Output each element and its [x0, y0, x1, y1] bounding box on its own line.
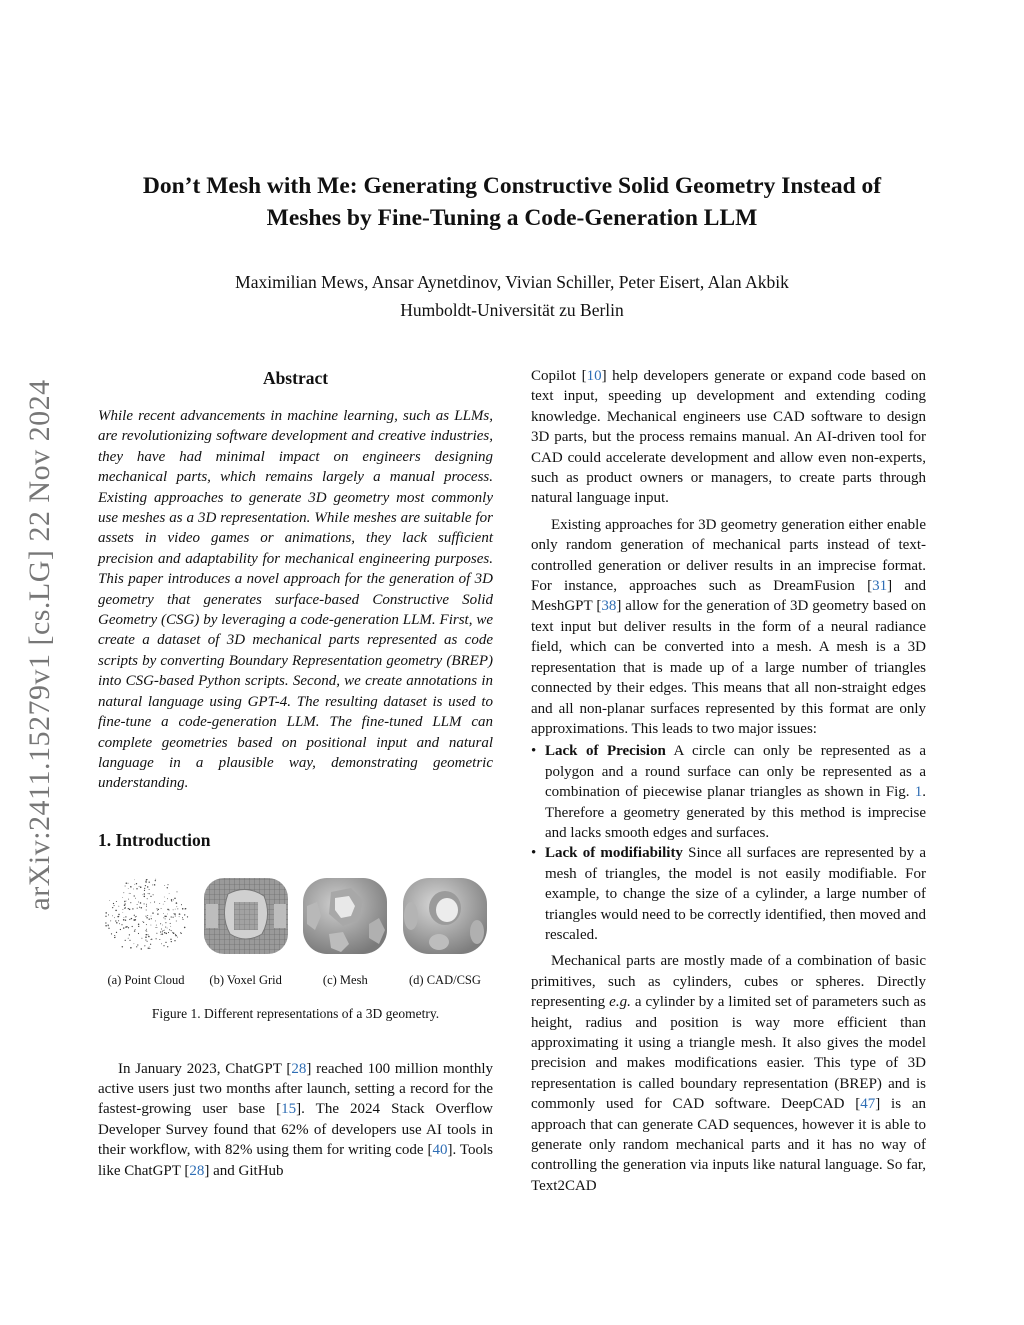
point-cloud-dot	[147, 934, 148, 935]
point-cloud-dot	[144, 895, 146, 897]
point-cloud-dot	[116, 901, 117, 902]
point-cloud-dot	[154, 884, 155, 885]
point-cloud-dot	[134, 884, 135, 885]
point-cloud-dot	[149, 946, 150, 947]
point-cloud-dot	[128, 888, 129, 889]
point-cloud-dot	[130, 902, 131, 903]
point-cloud-dot	[177, 908, 178, 909]
point-cloud-dot	[144, 888, 145, 889]
text-run: ] reached 100 million monthly active users just two months after launch, setting a record for the fastest-growing user base [	[98, 1060, 493, 1118]
point-cloud-dot	[176, 920, 177, 921]
point-cloud-dot	[128, 898, 129, 899]
point-cloud-dot	[110, 920, 111, 921]
cad-csg-image	[399, 874, 491, 958]
point-cloud-dot	[163, 903, 164, 904]
point-cloud-dot	[165, 922, 166, 923]
point-cloud-dot	[105, 922, 106, 923]
point-cloud-dot	[129, 919, 130, 920]
point-cloud-dot	[160, 923, 161, 924]
point-cloud-dot	[124, 917, 125, 918]
point-cloud-dot	[157, 913, 158, 914]
citation-link[interactable]: 47	[860, 1096, 876, 1113]
point-cloud-dot	[161, 943, 162, 944]
point-cloud-dot	[134, 879, 135, 880]
point-cloud-dot	[115, 909, 117, 911]
point-cloud-dot	[169, 893, 170, 894]
point-cloud-dot	[145, 880, 146, 881]
point-cloud-dot	[167, 908, 169, 910]
point-cloud-dot	[125, 926, 126, 927]
point-cloud-dot	[146, 931, 147, 932]
left-column	[98, 366, 493, 1181]
point-cloud-dot	[149, 889, 150, 890]
figure-link[interactable]: 1	[914, 784, 923, 801]
point-cloud-dot	[161, 908, 162, 909]
text-run: Since all surfaces are represented by a mesh of triangles, the model is not easily modifiable. For example, to change the size of a cylinder, a large number of triangles would need to be correctly identified, then moved and rescaled.	[545, 845, 926, 943]
point-cloud-dot	[108, 927, 109, 928]
point-cloud-dot	[123, 892, 124, 893]
point-cloud-dot	[122, 909, 123, 910]
point-cloud-dot	[144, 903, 145, 904]
point-cloud-dot	[114, 935, 115, 936]
point-cloud-dot	[142, 894, 143, 895]
point-cloud-dot	[133, 888, 134, 889]
point-cloud-dot	[149, 918, 150, 919]
right-paragraph-3	[531, 951, 926, 1196]
point-cloud-dot	[174, 913, 176, 915]
point-cloud-dot	[177, 936, 178, 937]
arxiv-identifier: arXiv:2411.15279v1 [cs.LG] 22 Nov 2024	[23, 379, 56, 911]
point-cloud-dot	[132, 908, 133, 909]
point-cloud-dot	[164, 932, 165, 933]
point-cloud-dot	[176, 891, 177, 892]
point-cloud-dot	[144, 890, 145, 891]
point-cloud-dot	[167, 913, 168, 914]
point-cloud-dot	[156, 932, 157, 933]
point-cloud-dot	[152, 912, 153, 913]
point-cloud-dot	[131, 918, 132, 919]
point-cloud-dot	[162, 924, 163, 925]
point-cloud-dot	[132, 926, 133, 927]
introduction-heading: 1. Introduction	[98, 829, 211, 850]
point-cloud-dot	[173, 899, 174, 900]
point-cloud-dot	[171, 941, 172, 942]
point-cloud-dot	[128, 937, 129, 938]
point-cloud-dot	[121, 924, 122, 925]
point-cloud-dot	[184, 926, 186, 928]
point-cloud-dot	[159, 903, 160, 904]
point-cloud-dot	[154, 901, 155, 902]
point-cloud-dot	[125, 885, 126, 886]
point-cloud-dot	[124, 901, 125, 902]
figure-panel-point-cloud	[98, 874, 194, 990]
point-cloud-dot	[128, 927, 129, 928]
point-cloud-dot	[139, 906, 140, 907]
point-cloud-dot	[167, 898, 168, 899]
point-cloud-dot	[163, 913, 164, 914]
citation-link[interactable]: 28	[291, 1060, 307, 1077]
point-cloud-dot	[135, 919, 137, 921]
point-cloud-dot	[115, 920, 116, 921]
point-cloud-dot	[144, 945, 145, 946]
point-cloud-dot	[159, 939, 160, 940]
intro-paragraph-1	[98, 1059, 493, 1181]
point-cloud-dot	[145, 930, 146, 931]
point-cloud-dot	[161, 934, 162, 935]
point-cloud-dot	[181, 904, 182, 905]
point-cloud-dot	[150, 939, 151, 940]
point-cloud-dot	[174, 940, 175, 941]
title-line-2: Meshes by Fine-Tuning a Code-Generation LLM	[266, 205, 758, 231]
point-cloud-dot	[187, 916, 188, 917]
text-run: ]. Tools like ChatGPT [	[98, 1142, 493, 1179]
point-cloud-dot	[125, 916, 126, 917]
point-cloud-dot	[180, 913, 181, 914]
point-cloud-dot	[122, 912, 123, 913]
citation-link[interactable]: 38	[601, 598, 617, 615]
text-run: A circle can only be represented as a polygon and a round surface can only be represented as a combination of piecewise planar triangles as shown in Fig.	[545, 743, 926, 801]
point-cloud-dot	[167, 884, 168, 885]
point-cloud-dot	[145, 936, 147, 938]
bullet-title: Lack of modifiability	[545, 845, 683, 862]
abstract-text: While recent advancements in machine learning, such as LLMs, are revolutionizing software development and creative industries, they have had minimal impact on engineers designing mechanical parts, which remains largely a manual process. Existing approaches to generate 3D geometry most commonly use meshes as a 3D representation. While meshes are suitable for assets in video games or animations, they lack sufficient precision and adaptability for mechanical engineering purposes. This paper introduces a novel approach for the generation of 3D geometry that generates surface-based Constructive Solid Geometry (CSG) by leveraging a code-generation LLM. First, we create a dataset of 3D mechanical parts represented as code scripts by converting Boundary Representation geometry (BREP) into CSG-based Python scripts. Second, we create annotations in natural language using GPT-4. The resulting dataset is used to fine-tune a code-generation LLM. The fine-tuned LLM can complete geometries based on positional input and natural language in a plausible way, demonstrating geometric understanding.	[98, 408, 493, 792]
point-cloud-dot	[146, 917, 147, 918]
point-cloud-dot	[129, 934, 130, 935]
point-cloud-dot	[163, 930, 164, 931]
point-cloud-dot	[155, 920, 156, 921]
point-cloud-dot	[109, 900, 110, 901]
point-cloud-dot	[145, 915, 146, 916]
text-run: ] and GitHub	[204, 1162, 284, 1179]
text-run: In January 2023, ChatGPT [	[118, 1060, 292, 1077]
voxel-grid-image	[200, 874, 292, 958]
point-cloud-dot	[140, 886, 142, 888]
text-run: ] and MeshGPT [	[531, 578, 927, 615]
point-cloud-dot	[164, 885, 165, 886]
point-cloud-dot	[146, 903, 147, 904]
point-cloud-dot	[124, 904, 125, 905]
point-cloud-dot	[129, 908, 130, 909]
point-cloud-dot	[173, 916, 174, 917]
point-cloud-dot	[134, 914, 135, 915]
point-cloud-dot	[119, 923, 120, 924]
point-cloud-dot	[176, 906, 177, 907]
text-run: Mechanical parts are mostly made of a combination of basic primitives, such as cylinders, cubes or spheres. Directly representing	[531, 953, 926, 1011]
subcaption-mesh: (c) Mesh	[322, 972, 368, 987]
point-cloud-dot	[149, 948, 150, 949]
point-cloud-dot	[147, 898, 148, 899]
point-cloud-dot	[152, 884, 153, 885]
issues-list	[531, 741, 926, 945]
text-run: ] is an approach that can generate CAD sequences, however it is able to generate only random mechanical parts and it has no way of controlling the generation via inputs like natural language. So far, Text2CAD	[531, 1096, 926, 1194]
point-cloud-dot	[120, 929, 121, 930]
point-cloud-dot	[125, 940, 126, 941]
point-cloud-dot	[135, 916, 136, 917]
point-cloud-dot	[130, 886, 132, 888]
point-cloud-dot	[113, 903, 114, 904]
point-cloud-dot	[146, 929, 147, 930]
point-cloud-dot	[146, 934, 148, 936]
author-block	[90, 268, 934, 324]
point-cloud-dot	[114, 905, 115, 906]
point-cloud-dot	[139, 886, 140, 887]
point-cloud-dot	[112, 907, 113, 908]
title-line-1: Don’t Mesh with Me: Generating Constructive Solid Geometry Instead of	[142, 173, 882, 199]
point-cloud-dot	[138, 901, 139, 902]
right-column	[531, 366, 926, 1196]
point-cloud-dot	[143, 921, 144, 922]
point-cloud-dot	[167, 946, 168, 947]
point-cloud-dot	[146, 882, 147, 883]
point-cloud-dot	[155, 879, 156, 880]
point-cloud-dot	[149, 893, 150, 894]
point-cloud-dot	[105, 925, 107, 927]
point-cloud-dot	[175, 935, 177, 937]
point-cloud-dot	[147, 915, 148, 916]
list-item	[531, 843, 926, 945]
point-cloud-dot	[175, 908, 176, 909]
point-cloud-dot	[164, 896, 165, 897]
point-cloud-dot	[164, 901, 165, 902]
paper-title	[90, 170, 934, 234]
point-cloud-dot	[147, 940, 148, 941]
point-cloud-dot	[114, 937, 115, 938]
point-cloud-dot	[118, 914, 119, 915]
point-cloud-dot	[108, 924, 109, 925]
point-cloud-dot	[138, 933, 139, 934]
point-cloud-dot	[182, 917, 183, 918]
point-cloud-dot	[134, 895, 135, 896]
point-cloud-dot	[165, 918, 166, 919]
point-cloud-dot	[165, 926, 166, 927]
point-cloud-dot	[168, 932, 169, 933]
point-cloud-dot	[171, 900, 172, 901]
point-cloud-dot	[135, 897, 136, 898]
arxiv-sidebar	[18, 350, 62, 940]
point-cloud-dot	[134, 930, 135, 931]
point-cloud-dot	[167, 887, 168, 888]
point-cloud-dot	[142, 921, 143, 922]
point-cloud-dot	[162, 931, 163, 932]
point-cloud-image	[100, 874, 192, 958]
point-cloud-dot	[179, 916, 180, 917]
point-cloud-dot	[148, 947, 149, 948]
point-cloud-dot	[170, 926, 171, 927]
point-cloud-dot	[105, 915, 106, 916]
figure-1-caption: Figure 1. Different representations of a 3D geometry.	[151, 1006, 440, 1022]
point-cloud-dot	[138, 925, 139, 926]
point-cloud-dot	[173, 932, 175, 934]
point-cloud-dot	[153, 894, 154, 895]
subcaption-voxel-grid: (b) Voxel Grid	[209, 972, 282, 987]
point-cloud-dot	[116, 922, 118, 924]
point-cloud-dot	[150, 902, 151, 903]
point-cloud-dot	[171, 899, 172, 900]
point-cloud-dot	[134, 943, 135, 944]
point-cloud-dot	[147, 886, 148, 887]
point-cloud-dot	[170, 938, 171, 939]
point-cloud-dot	[112, 915, 113, 916]
point-cloud-dot	[117, 916, 118, 917]
point-cloud-dot	[122, 946, 123, 947]
point-cloud-dot	[140, 902, 141, 903]
point-cloud-dot	[157, 927, 158, 928]
citation-link[interactable]: 15	[281, 1101, 297, 1118]
point-cloud-dot	[130, 893, 131, 894]
point-cloud-dot	[160, 931, 161, 932]
point-cloud-dot	[126, 900, 127, 901]
point-cloud-dot	[162, 933, 164, 935]
point-cloud-dot	[170, 923, 171, 924]
point-cloud-dot	[118, 920, 119, 921]
point-cloud-dot	[151, 915, 152, 916]
point-cloud-dot	[125, 907, 126, 908]
subcaption-cad-csg: (d) CAD/CSG	[409, 972, 481, 987]
text-run: ]. The 2024 Stack Overflow Developer Survey found that 62% of developers use AI tools in their workflow, with 82% using them for writing code [	[98, 1101, 493, 1159]
point-cloud-dot	[138, 923, 140, 925]
figure-1-panels	[98, 874, 493, 990]
point-cloud-dot	[136, 888, 137, 889]
point-cloud-dot	[149, 881, 150, 882]
point-cloud-dot	[156, 908, 157, 909]
point-cloud-dot	[156, 938, 157, 939]
right-paragraph-1	[531, 366, 926, 509]
point-cloud-dot	[169, 929, 170, 930]
point-cloud-dot	[116, 931, 117, 932]
point-cloud-dot	[156, 924, 157, 925]
point-cloud-dot	[114, 917, 115, 918]
point-cloud-dot	[170, 930, 171, 931]
text-run: Copilot [	[531, 368, 587, 384]
point-cloud-dot	[137, 944, 138, 945]
point-cloud-dot	[181, 933, 182, 934]
point-cloud-dot	[118, 905, 119, 906]
affiliation: Humboldt-Universität zu Berlin	[400, 300, 624, 320]
mesh-image	[299, 874, 391, 958]
text-run: ] help developers generate or expand code based on text input, speeding up development and extending coding knowledge. Mechanical engineers use CAD software to design 3D parts, but the process remains manual. An AI-driven tool for CAD could accelerate development and allow even non-experts, such as product owners or managers, to create parts through natural language input.	[531, 368, 926, 507]
point-cloud-dot	[184, 908, 185, 909]
text-run: a cylinder by a limited set of parameters such as height, radius and position is way more efficient than approximating it using a triangle mesh. It also gives the model precision and makes modifications easier. This type of 3D representation is called boundary representation (BREP) and is commonly used for CAD software. DeepCAD [	[531, 994, 926, 1113]
author-list: Maximilian Mews, Ansar Aynetdinov, Vivian Schiller, Peter Eisert, Alan Akbik	[235, 272, 789, 292]
point-cloud-dot	[149, 936, 150, 937]
citation-link[interactable]: 31	[872, 578, 888, 595]
point-cloud-dot	[141, 907, 143, 909]
point-cloud-dot	[144, 893, 146, 895]
point-cloud-dot	[136, 946, 137, 947]
point-cloud-dot	[163, 917, 164, 918]
point-cloud-dot	[173, 909, 174, 910]
point-cloud-dot	[167, 927, 168, 928]
point-cloud-dot	[158, 908, 159, 909]
point-cloud-dot	[157, 909, 158, 910]
text-run: e.g.	[609, 994, 631, 1011]
citation-link[interactable]: 40	[432, 1142, 448, 1159]
citation-link[interactable]: 10	[586, 368, 602, 384]
text-run: . Therefore a geometry generated by this method is imprecise and lacks smooth edges and surfaces.	[545, 784, 926, 841]
point-cloud-dot	[108, 914, 109, 915]
point-cloud-dot	[150, 895, 151, 896]
point-cloud-dot	[129, 939, 130, 940]
list-item	[531, 741, 926, 843]
point-cloud-dot	[183, 919, 184, 920]
citation-link[interactable]: 28	[189, 1162, 205, 1179]
point-cloud-dot	[122, 897, 123, 898]
figure-panel-cad-csg	[397, 874, 493, 990]
point-cloud-dot	[146, 879, 147, 880]
text-run: ] allow for the generation of 3D geometry based on text input but deliver results in the form of a neural radiance field, which can be converted into a mesh. A mesh is a 3D representation that is made up of a large number of triangles connected by their edges. This means that all non-straight edges and all non-planar surfaces represented by this format are only approximations. This leads to two major issues:	[531, 598, 926, 737]
text-run: Existing approaches for 3D geometry generation either enable only random generation of mechanical parts instead of text-controlled generation or deliver results in an imprecise format. For instance, approaches such as DreamFusion [	[531, 516, 926, 595]
point-cloud-dot	[136, 916, 137, 917]
point-cloud-dot	[163, 945, 164, 946]
point-cloud-dot	[151, 918, 152, 919]
point-cloud-dot	[169, 919, 170, 920]
point-cloud-dot	[164, 930, 165, 931]
point-cloud-dot	[111, 933, 112, 934]
point-cloud-dot	[171, 930, 172, 931]
subcaption-point-cloud: (a) Point Cloud	[107, 972, 185, 987]
point-cloud-dot	[176, 902, 178, 904]
point-cloud-dot	[182, 908, 184, 910]
point-cloud-dot	[145, 939, 146, 940]
point-cloud-dot	[151, 938, 152, 939]
point-cloud-dot	[129, 893, 130, 894]
point-cloud-dot	[161, 928, 162, 929]
point-cloud-dot	[141, 948, 142, 949]
point-cloud-dot	[156, 927, 157, 928]
point-cloud-dot	[128, 908, 129, 909]
point-cloud-dot	[165, 941, 166, 942]
abstract-heading: Abstract	[262, 368, 329, 388]
point-cloud-dot	[108, 925, 109, 926]
point-cloud-dot	[150, 924, 151, 925]
figure-panel-mesh	[297, 874, 393, 990]
figure-panel-voxel-grid	[198, 874, 294, 990]
point-cloud-dot	[128, 882, 129, 883]
point-cloud-dot	[166, 932, 168, 934]
point-cloud-dot	[145, 885, 146, 886]
point-cloud-dot	[137, 907, 138, 908]
point-cloud-dot	[126, 882, 127, 883]
point-cloud-dot	[146, 924, 147, 925]
point-cloud-dot	[146, 909, 147, 910]
point-cloud-dot	[130, 947, 132, 949]
point-cloud-dot	[171, 916, 172, 917]
point-cloud-dot	[174, 897, 175, 898]
point-cloud-dot	[125, 903, 126, 904]
bullet-title: Lack of Precision	[545, 743, 666, 760]
point-cloud-dot	[125, 919, 126, 920]
point-cloud-dot	[146, 905, 147, 906]
point-cloud-dot	[136, 883, 137, 884]
figure-1	[98, 874, 493, 1025]
point-cloud-dot	[148, 893, 149, 894]
point-cloud-dot	[165, 915, 167, 917]
point-cloud-dot	[135, 929, 136, 930]
point-cloud-dot	[175, 915, 176, 916]
point-cloud-dot	[184, 914, 185, 915]
point-cloud-dot	[137, 904, 138, 905]
point-cloud-dot	[150, 943, 151, 944]
point-cloud-dot	[105, 912, 107, 914]
point-cloud-dot	[123, 919, 125, 921]
point-cloud-dot	[155, 880, 156, 881]
right-paragraph-2	[531, 515, 926, 739]
point-cloud-dot	[141, 938, 142, 939]
point-cloud-dot	[123, 927, 124, 928]
